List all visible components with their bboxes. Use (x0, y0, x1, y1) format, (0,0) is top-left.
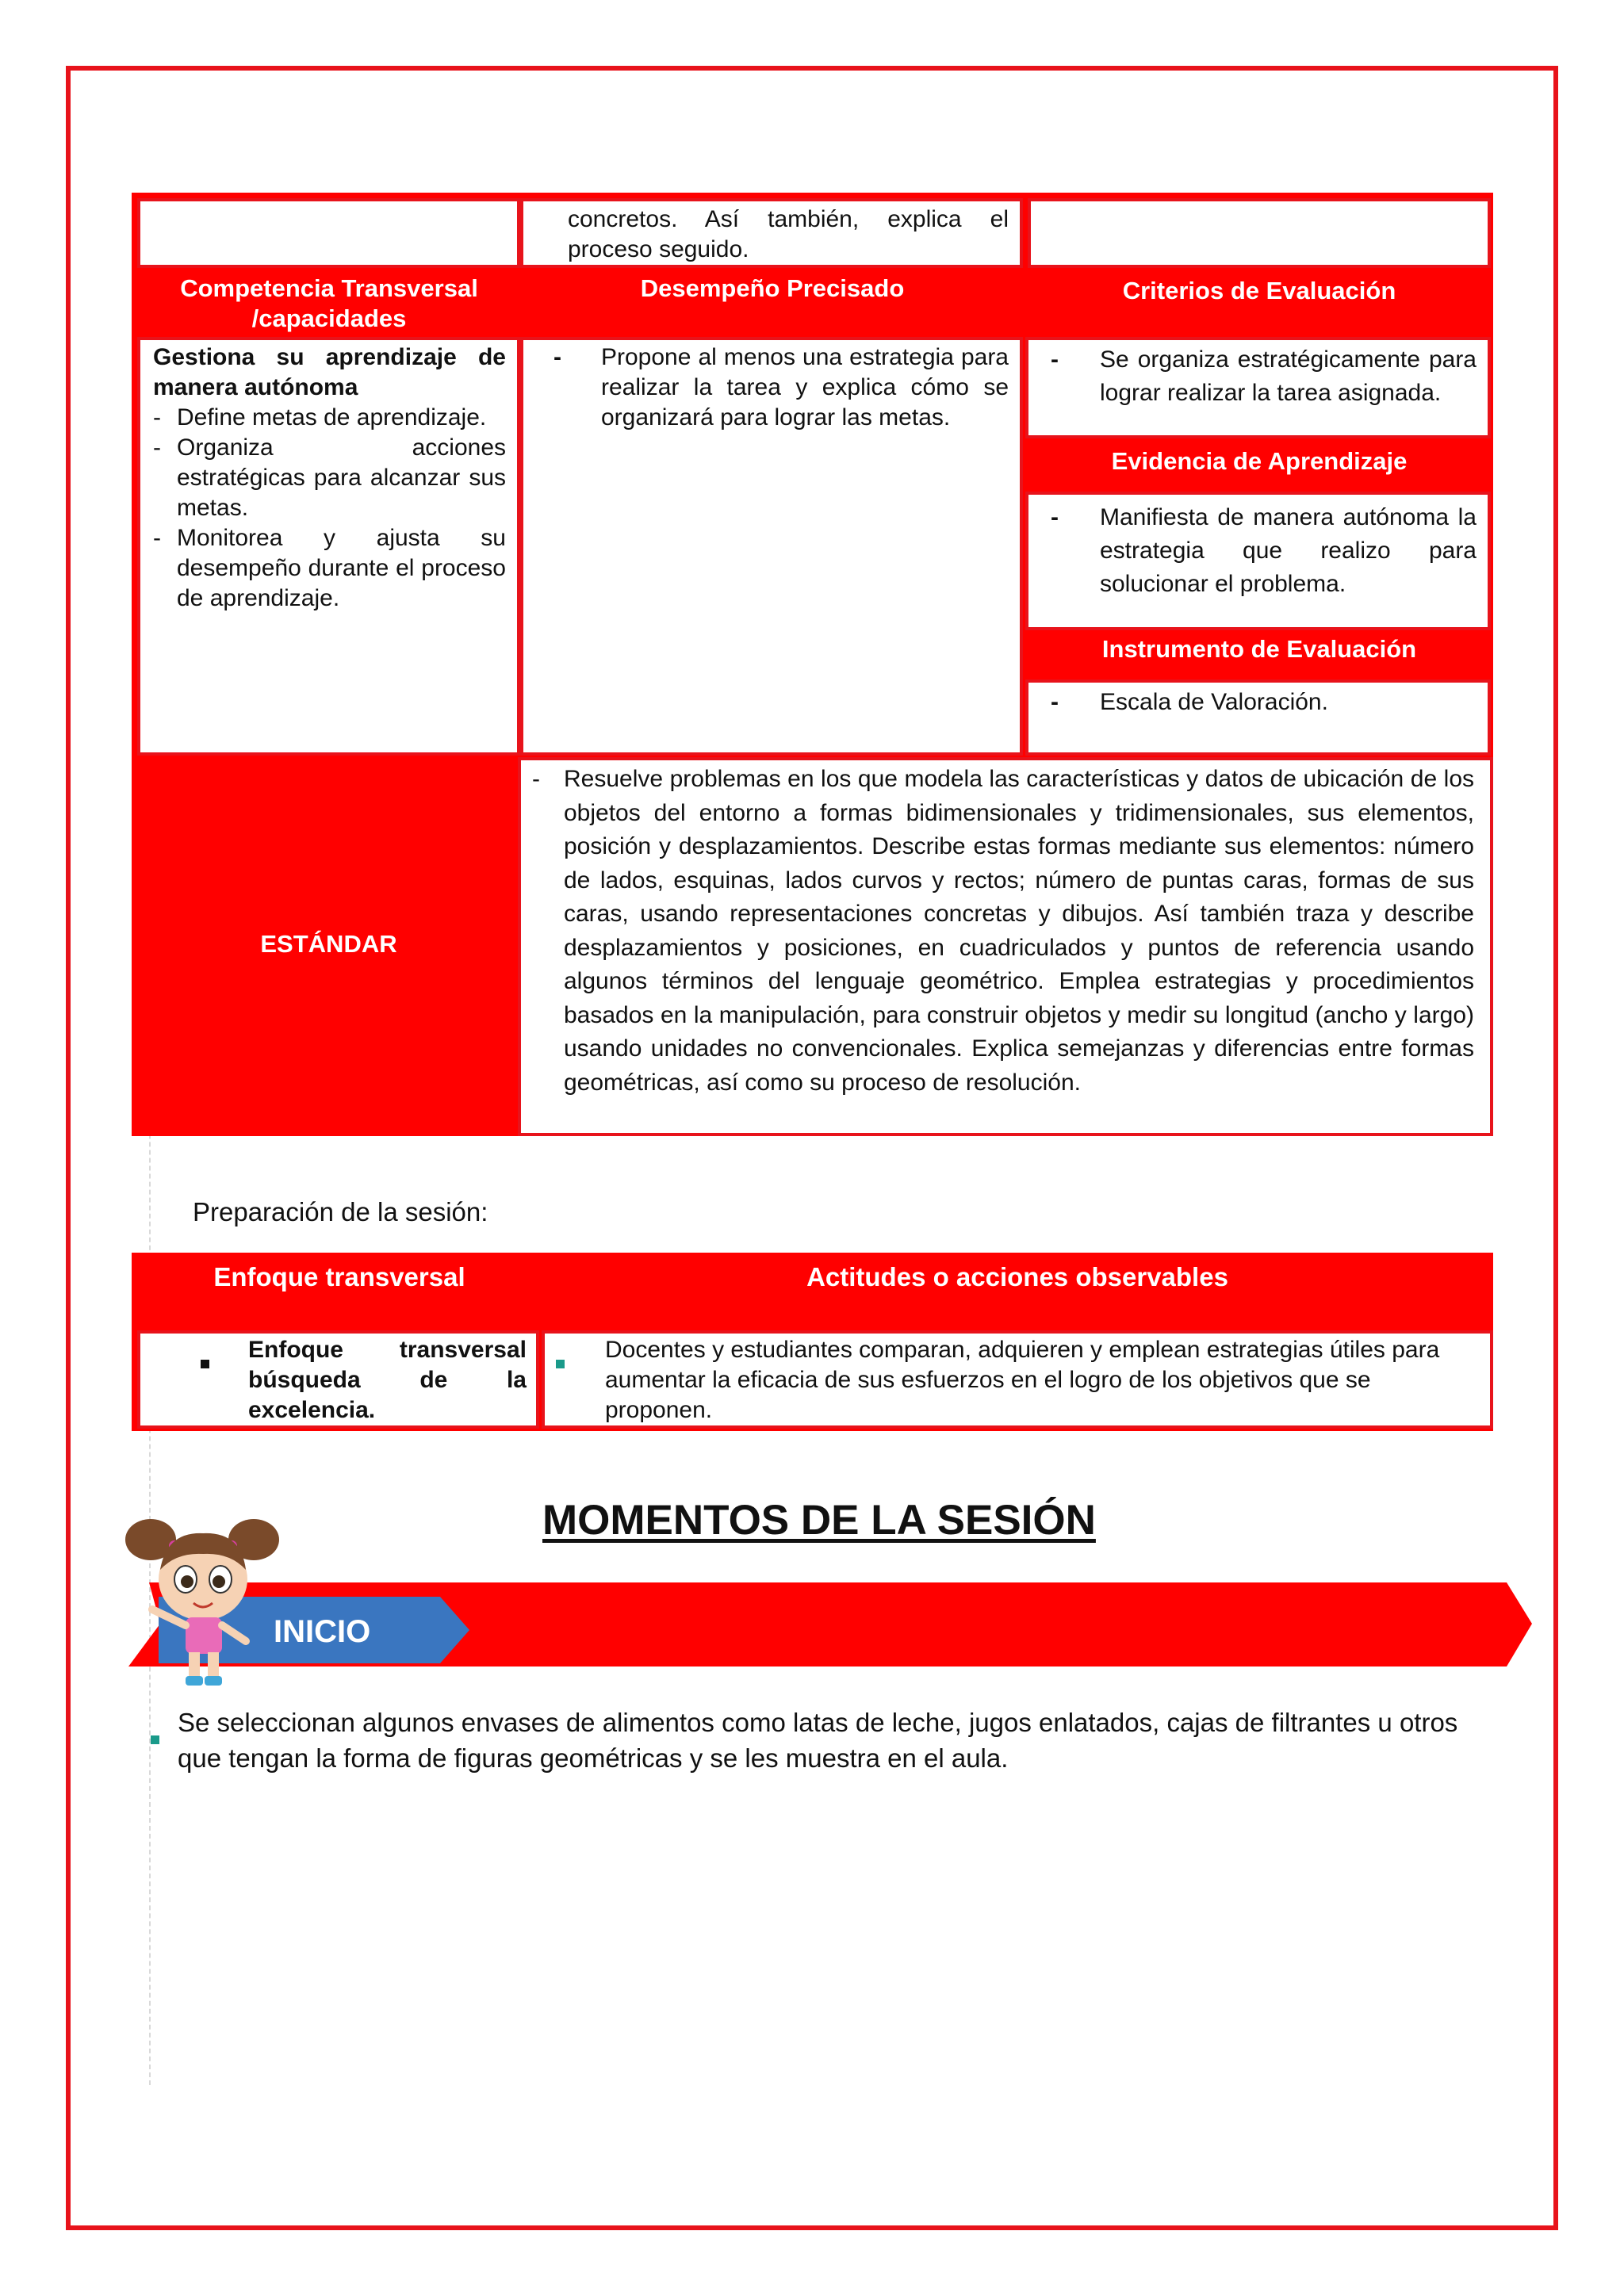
competencia-title: Gestiona su aprendizaje de manera autónoma (153, 344, 506, 400)
header-actitudes: Actitudes o acciones observables (806, 1262, 1228, 1292)
instrumento-item: - Escala de Valoración. (1051, 689, 1328, 715)
square-bullet-icon (201, 1360, 209, 1368)
competencia-item: - Define metas de aprendizaje. (153, 404, 487, 430)
desempeno-cell (520, 337, 1023, 756)
girl-mascot-icon (119, 1490, 285, 1697)
enfoque-left-cell (137, 1330, 539, 1429)
criterios-cell (1025, 337, 1491, 438)
estandar-text: - Resuelve problemas en los que modela las características y datos de ubicación de los objetos del entorno a formas bidimensionales y tridimensionales, sus elementos, posición y desplazamientos. Describe estas formas mediante sus elementos: número de lados, esquinas, lados curvos y rectos; número de puntas caras, formas de sus caras, usando representaciones concretas y dibujos. Así también traza y describe desplazamientos y posiciones, en cuadriculados y puntos de referencia usando algunos términos del lenguaje geométrico. Emplea estrategias y procedimientos basados en la manipulación, para construir objetos y medir su longitud (ancho y largo) usando unidades no convencionales. Explica semejanzas y diferencias entre formas geométricas, así como su proceso de resolución. (532, 766, 1474, 1096)
estandar-label: ESTÁNDAR (260, 930, 397, 958)
header-instrumento: Instrumento de Evaluación (1101, 635, 1417, 663)
inicio-label: INICIO (274, 1614, 371, 1649)
square-bullet-icon (151, 1735, 159, 1744)
evidencia-cell (1025, 492, 1491, 630)
competencia-item: - Organiza acciones estratégicas para alcanzar sus metas. (153, 434, 506, 521)
instrumento-cell (1025, 679, 1491, 756)
enfoque-item: Enfoque transversal búsqueda de la excelencia. (201, 1335, 527, 1425)
header-competencia: Competencia Transversal /capacidades (180, 274, 478, 332)
actitudes-item: Docentes y estudiantes comparan, adquieren y emplean estrategias útiles para aumentar la eficacia de sus esfuerzos en el logro de los objetivos que se proponen. (556, 1335, 1466, 1425)
inicio-list (151, 1705, 1459, 1776)
competencia-item: - Monitorea y ajusta su desempeño durante el proceso de aprendizaje. (153, 525, 506, 611)
enfoque-right-cell (542, 1330, 1493, 1429)
top-row-cell-2 (520, 198, 1023, 268)
evidencia-item: - Manifiesta de manera autónoma la estrategia que realizo para solucionar el problema. (1051, 504, 1477, 597)
header-enfoque: Enfoque transversal (213, 1262, 465, 1292)
estandar-cell (518, 757, 1493, 1136)
header-criterios: Criterios de Evaluación (1122, 277, 1396, 304)
competencia-cell (137, 337, 520, 756)
top-row-cell-3 (1028, 198, 1491, 268)
criterios-item: - Se organiza estratégicamente para lograr realizar la tarea asignada. (1051, 346, 1477, 406)
inicio-list-item: Se seleccionan algunos envases de alimentos como latas de leche, jugos enlatados, cajas de filtrantes u otros que tengan la forma de figuras geométricas y se les muestra en el aula. (151, 1705, 1459, 1776)
square-bullet-icon (556, 1360, 565, 1368)
top-row-text: concretos. Así también, explica el proceso seguido. (568, 206, 1009, 262)
preparacion-label: Preparación de la sesión: (193, 1197, 488, 1226)
header-evidencia: Evidencia de Aprendizaje (1111, 447, 1408, 475)
header-desempeno: Desempeño Precisado (640, 274, 905, 302)
top-row-cell-1 (137, 198, 520, 268)
desempeno-item: - Propone al menos una estrategia para realizar la tarea y explica cómo se organizará para lograr las metas. (553, 344, 1009, 430)
momentos-title: MOMENTOS DE LA SESIÓN (542, 1497, 1096, 1544)
